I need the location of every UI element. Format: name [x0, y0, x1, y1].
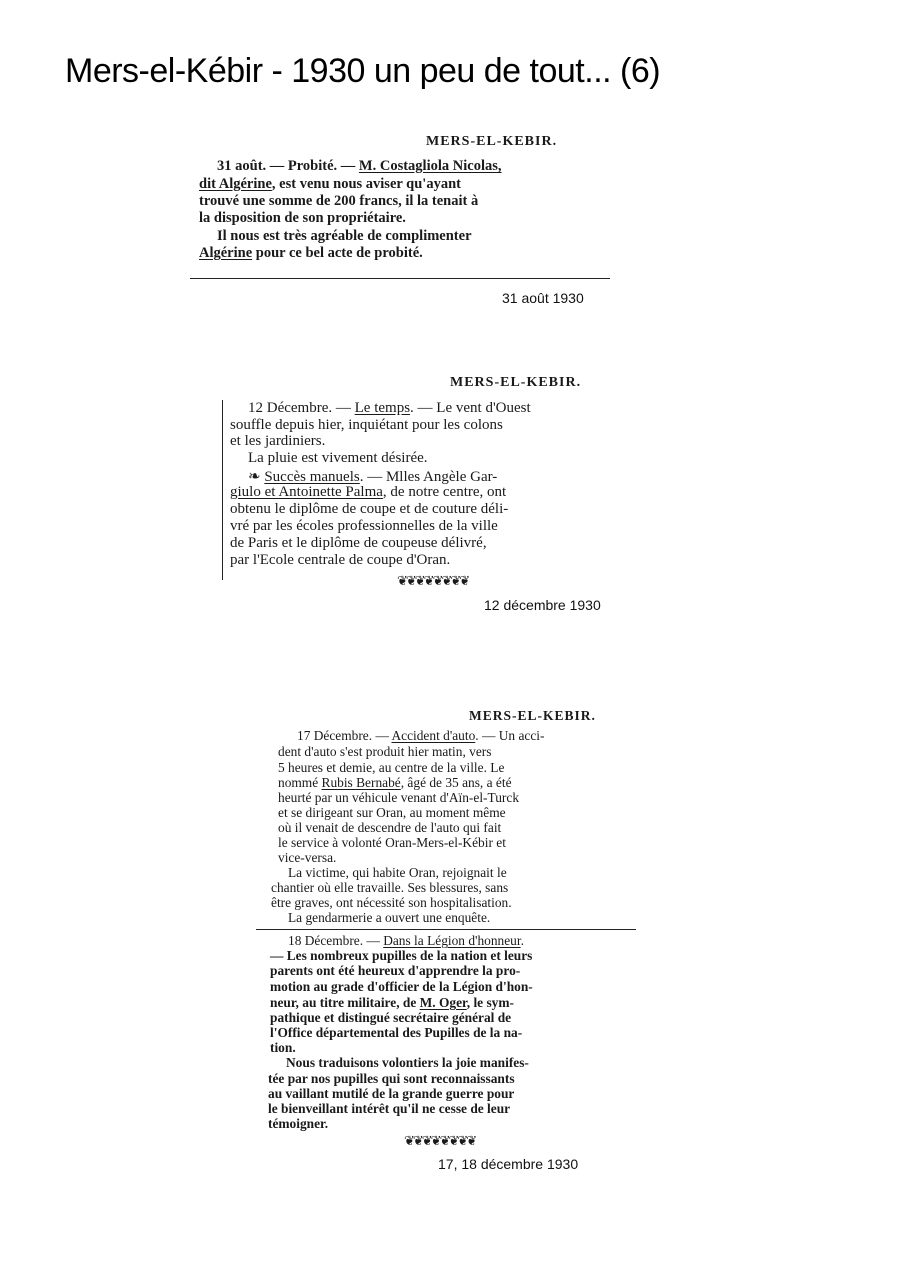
clip3-line-11: chantier où elle travaille. Ses blessures, sans	[271, 880, 509, 895]
clip3-18-line-6: pathique et distingué secrétaire général de	[270, 1010, 512, 1025]
clip3-18-line-7: l'Office départemental des Pupilles de la na-	[270, 1025, 523, 1040]
clip3-18-line-12: le bienveillant intérêt qu'il ne cesse de leur	[268, 1101, 511, 1116]
clip1-heading: MERS-EL-KEBIR.	[426, 134, 558, 149]
clip3-18-line-1: 18 Décembre. — Dans la Légion d'honneur.	[288, 933, 524, 948]
clip1-line-1: 31 août. — Probité. — M. Costagliola Nicolas,	[217, 158, 502, 174]
clip3-line-8: le service à volonté Oran-Mers-el-Kébir et	[278, 835, 506, 850]
clip3-18-line-2: — Les nombreux pupilles de la nation et leurs	[270, 948, 533, 963]
clip2-ornament: ❦❦❦❦❦❦❦❦	[397, 574, 469, 589]
clip3-caption: 17, 18 décembre 1930	[438, 1156, 579, 1172]
page-title: Mers-el-Kébir - 1930 un peu de tout... (6)	[65, 52, 661, 90]
clip3-line-9: vice-versa.	[278, 850, 337, 865]
clip1-line-4: la disposition de son propriétaire.	[199, 210, 406, 226]
clip2-line-2: souffle depuis hier, inquiétant pour les colons	[230, 417, 503, 433]
clip3-line-5: heurté par un véhicule venant d'Aïn-el-Turck	[278, 790, 520, 805]
clip3-18-line-8: tion.	[270, 1040, 296, 1055]
clip1-line-6: Algérine pour ce bel acte de probité.	[199, 245, 423, 261]
clip3-18-line-5: neur, au titre militaire, de M. Oger, le sym-	[270, 995, 514, 1010]
clip2-line-10: par l'Ecole centrale de coupe d'Oran.	[230, 552, 451, 568]
clip3-line-10: La victime, qui habite Oran, rejoignait le	[288, 865, 507, 880]
clip3-18-line-11: au vaillant mutilé de la grande guerre pour	[268, 1086, 515, 1101]
clip1-line-2: dit Algérine, est venu nous aviser qu'ayant	[199, 176, 461, 192]
clip3-heading: MERS-EL-KEBIR.	[469, 708, 596, 723]
clip3-line-13: La gendarmerie a ouvert une enquête.	[288, 910, 491, 925]
clip2-line-6: giulo et Antoinette Palma, de notre centre, ont	[230, 484, 507, 500]
clip2-line-8: vré par les écoles professionnelles de la ville	[230, 518, 498, 534]
clip3-ornament: ❦❦❦❦❦❦❦❦	[404, 1134, 476, 1149]
clip3-18-line-3: parents ont été heureux d'apprendre la pro-	[270, 963, 521, 978]
clip3-18-line-10: tée par nos pupilles qui sont reconnaissants	[268, 1071, 515, 1086]
clip2-line-9: de Paris et le diplôme de coupeuse délivré,	[230, 535, 487, 551]
clip1-caption: 31 août 1930	[502, 290, 584, 306]
clip3-rule	[256, 929, 636, 930]
clip1-line-3: trouvé une somme de 200 francs, il la tenait à	[199, 193, 479, 209]
clip3-18-line-4: motion au grade d'officier de la Légion d'hon-	[270, 979, 533, 994]
clip2-line-5: ❧ Succès manuels. — Mlles Angèle Gar-	[248, 469, 498, 485]
clip2-caption: 12 décembre 1930	[484, 597, 601, 613]
clip2-line-4: La pluie est vivement désirée.	[248, 450, 428, 466]
clip3-line-6: et se dirigeant sur Oran, au moment même	[278, 805, 506, 820]
clip3-18-line-9: Nous traduisons volontiers la joie manifes-	[286, 1055, 529, 1070]
clip2-line-1: 12 Décembre. — Le temps. — Le vent d'Ouest	[248, 400, 531, 416]
clip2-line-3: et les jardiniers.	[230, 433, 326, 449]
clip3-line-1: 17 Décembre. — Accident d'auto. — Un acci-	[297, 728, 545, 743]
clip3-line-3: 5 heures et demie, au centre de la ville. Le	[278, 760, 505, 775]
clip1-line-5: Il nous est très agréable de complimenter	[217, 228, 472, 244]
clip3-line-2: dent d'auto s'est produit hier matin, vers	[278, 744, 492, 759]
clip3-18-line-13: témoigner.	[268, 1116, 329, 1131]
clip2-heading: MERS-EL-KEBIR.	[450, 375, 582, 390]
clip2-line-7: obtenu le diplôme de coupe et de couture déli-	[230, 501, 509, 517]
clip3-line-12: être graves, ont nécessité son hospitalisation.	[271, 895, 512, 910]
clip3-line-7: où il venait de descendre de l'auto qui fait	[278, 820, 502, 835]
clip1-name: M. Costagliola Nicolas,	[358, 158, 502, 174]
clip3-line-4: nommé Rubis Bernabé, âgé de 35 ans, a été	[278, 775, 512, 790]
